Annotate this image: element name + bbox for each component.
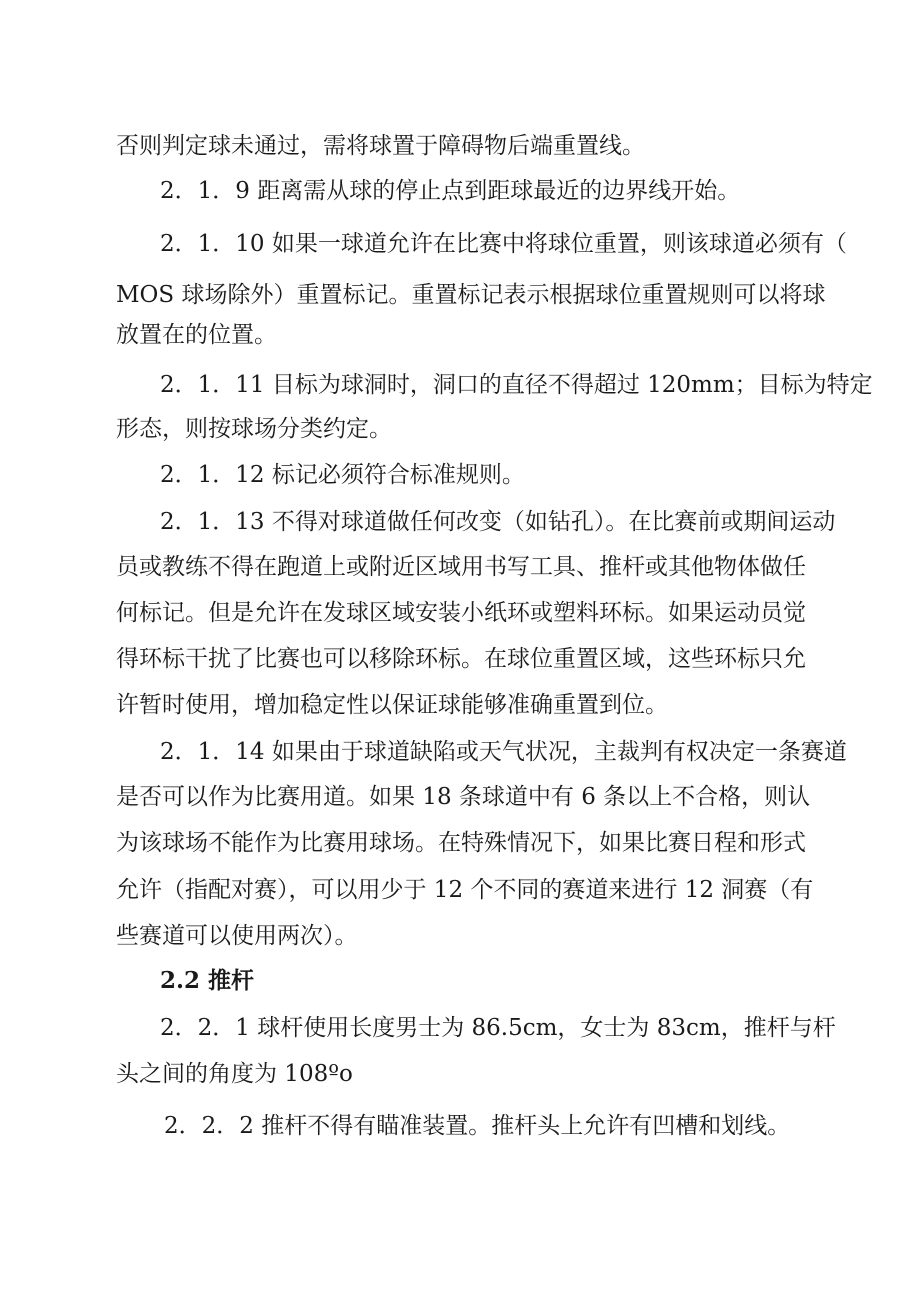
- paragraph-line: 形态，则按球场分类约定。: [116, 416, 392, 442]
- section-heading: 2.2 推杆: [160, 967, 255, 994]
- paragraph-line: 允许（指配对赛），可以用少于 12 个不同的赛道来进行 12 洞赛（有: [116, 877, 814, 903]
- paragraph-line: 何标记。但是允许在发球区域安装小纸环或塑料环标。如果运动员觉: [116, 600, 806, 626]
- paragraph-line: 是否可以作为比赛用道。如果 18 条球道中有 6 条以上不合格，则认: [116, 784, 811, 810]
- paragraph-line: 2．2．2 推杆不得有瞄准装置。推杆头上允许有凹槽和划线。: [164, 1113, 791, 1139]
- paragraph-line: 为该球场不能作为比赛用球场。在特殊情况下，如果比赛日程和形式: [116, 830, 806, 856]
- paragraph-line: 否则判定球未通过，需将球置于障碍物后端重置线。: [116, 133, 645, 159]
- paragraph-line: 放置在的位置。: [116, 322, 277, 348]
- paragraph-line: 2．1．11 目标为球洞时，洞口的直径不得超过 120mm；目标为特定: [160, 372, 873, 398]
- paragraph-line: 2．1．9 距离需从球的停止点到距球最近的边界线开始。: [160, 178, 741, 204]
- paragraph-line: 许暂时使用，增加稳定性以保证球能够准确重置到位。: [116, 692, 668, 718]
- paragraph-line: 头之间的角度为 108ºo: [116, 1061, 353, 1087]
- paragraph-line: 2．1．14 如果由于球道缺陷或天气状况，主裁判有权决定一条赛道: [160, 739, 847, 765]
- paragraph-line: 些赛道可以使用两次）。: [116, 923, 358, 949]
- paragraph-line: 员或教练不得在跑道上或附近区域用书写工具、推杆或其他物体做任: [116, 554, 806, 580]
- paragraph-line: MOS 球场除外）重置标记。重置标记表示根据球位重置规则可以将球: [116, 282, 826, 308]
- paragraph-line: 2．1．10 如果一球道允许在比赛中将球位重置，则该球道必须有（: [160, 231, 847, 257]
- paragraph-line: 2．1．12 标记必须符合标准规则。: [160, 462, 525, 488]
- paragraph-line: 2．1．13 不得对球道做任何改变（如钻孔）。在比赛前或期间运动: [160, 509, 836, 535]
- paragraph-line: 得环标干扰了比赛也可以移除环标。在球位重置区域，这些环标只允: [116, 646, 806, 672]
- paragraph-line: 2．2．1 球杆使用长度男士为 86.5cm，女士为 83cm，推杆与杆: [160, 1015, 836, 1041]
